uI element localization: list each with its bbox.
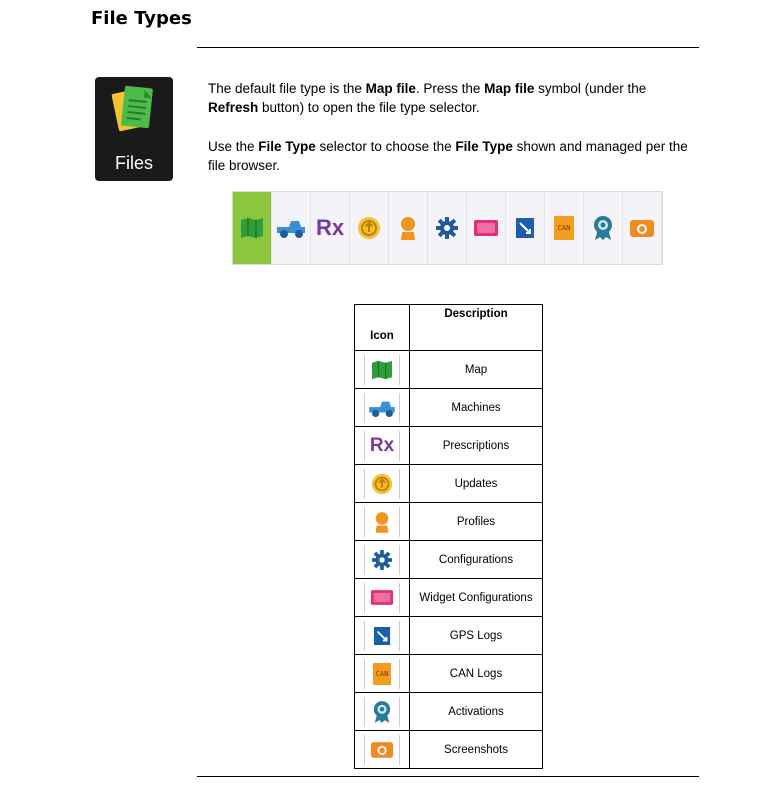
row-label: Updates <box>410 465 543 503</box>
intro-paragraph: The default file type is the Map file. Press the Map file symbol (under the Refresh button) to open the file type selector. <box>208 81 647 115</box>
profiles-icon <box>373 511 391 533</box>
machines-icon <box>367 398 397 418</box>
files-tile-label: Files <box>114 153 153 173</box>
widget-configurations-icon <box>370 589 394 606</box>
row-label: Profiles <box>410 503 543 541</box>
table-row <box>355 731 543 769</box>
row-label: Widget Configurations <box>410 579 543 617</box>
row-label: Screenshots <box>410 731 543 769</box>
selector-paragraph: Use the File Type selector to choose the File Type shown and managed per the file browser. <box>208 139 688 173</box>
can-logs-icon: CAN <box>373 663 391 685</box>
prescriptions-icon: Rx <box>369 434 395 456</box>
map-icon <box>240 217 264 239</box>
gps-logs-icon <box>373 626 391 646</box>
can-logs-icon-text: CAN <box>557 224 571 232</box>
selector-widget-configurations[interactable] <box>467 192 506 264</box>
table-row <box>355 465 543 503</box>
table-row <box>355 655 543 693</box>
row-label: Prescriptions <box>410 427 543 465</box>
row-label: CAN Logs <box>410 655 543 693</box>
table-header-row <box>355 305 543 351</box>
icon-column-header: Icon <box>355 305 410 351</box>
map-icon <box>371 360 393 380</box>
selector-map[interactable] <box>233 192 272 264</box>
selector-can-logs[interactable] <box>545 192 584 264</box>
gps-logs-icon <box>515 217 535 239</box>
updates-icon <box>371 473 393 495</box>
machines-icon <box>275 217 307 239</box>
selector-machines[interactable] <box>272 192 311 264</box>
row-label: Map <box>410 351 543 389</box>
can-logs-icon <box>554 216 574 240</box>
activations-icon <box>592 215 614 241</box>
files-app-tile <box>95 77 173 181</box>
row-label: GPS Logs <box>410 617 543 655</box>
selector-prescriptions[interactable] <box>311 192 350 264</box>
table-row <box>355 503 543 541</box>
divider-bottom <box>197 776 699 777</box>
row-label: Configurations <box>410 541 543 579</box>
table-row <box>355 427 543 465</box>
configurations-icon <box>436 217 458 239</box>
table-row <box>355 389 543 427</box>
prescriptions-icon: Rx <box>315 215 345 240</box>
selector-screenshots[interactable] <box>623 192 662 264</box>
table-row <box>355 617 543 655</box>
files-icon <box>95 79 173 154</box>
table-row <box>355 693 543 731</box>
selector-updates[interactable] <box>350 192 389 264</box>
updates-icon <box>357 216 381 240</box>
row-label: Machines <box>410 389 543 427</box>
activations-icon <box>372 700 392 724</box>
selector-activations[interactable] <box>584 192 623 264</box>
page-title: File Types <box>91 8 192 29</box>
profiles-icon <box>398 216 418 240</box>
selector-gps-logs[interactable] <box>506 192 545 264</box>
screenshots-icon <box>370 740 394 759</box>
table-row <box>355 351 543 389</box>
widget-configurations-icon <box>473 219 499 237</box>
divider-top <box>197 47 699 48</box>
table-row <box>355 541 543 579</box>
screenshots-icon <box>629 218 655 238</box>
selector-configurations[interactable] <box>428 192 467 264</box>
file-types-table <box>354 304 543 769</box>
description-column-header: Description <box>410 305 543 351</box>
row-label: Activations <box>410 693 543 731</box>
selector-profiles[interactable] <box>389 192 428 264</box>
configurations-icon <box>372 550 392 570</box>
file-type-selector <box>232 191 663 265</box>
table-row <box>355 579 543 617</box>
